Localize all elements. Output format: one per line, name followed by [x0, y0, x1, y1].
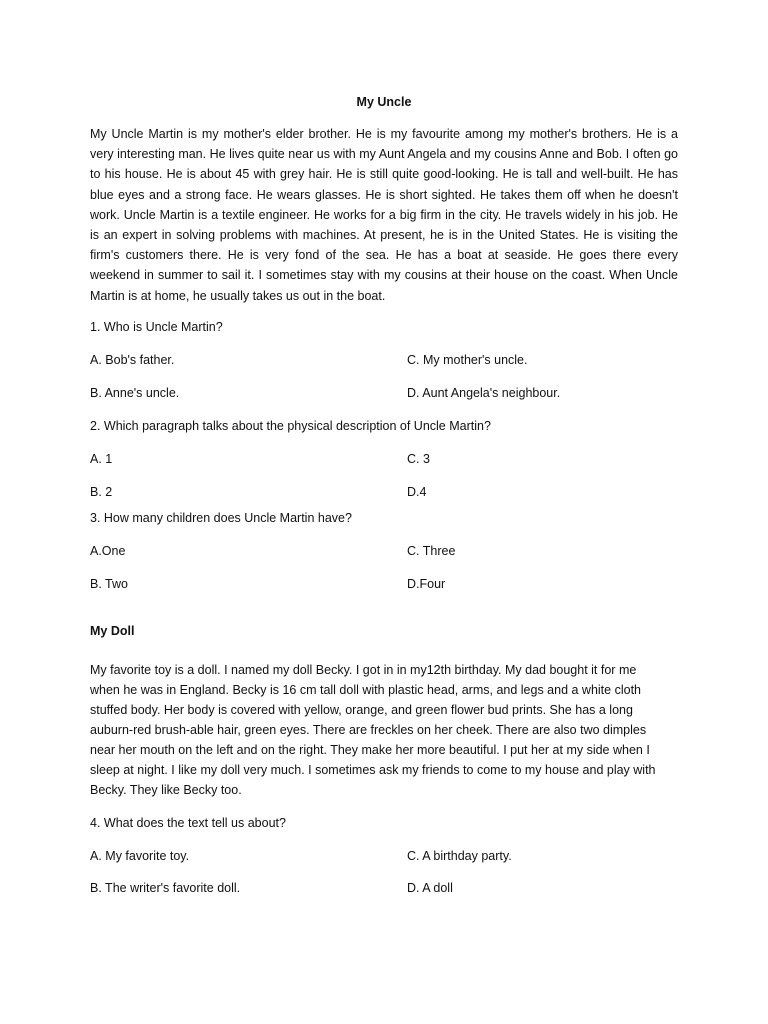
doll-paragraph-line: near her mouth on the left and on the right. They make her more beautiful. I put her at my side when I — [90, 743, 650, 757]
doll-paragraph-line: Becky. They like Becky too. — [90, 783, 242, 797]
doll-paragraph-line: My favorite toy is a doll. I named my doll Becky. I got in in my12th birthday. My dad bought it for me — [90, 663, 637, 677]
q3-option-b: B. Two — [90, 577, 128, 591]
q2-option-a: A. 1 — [90, 452, 113, 466]
q3-option-d: D.Four — [407, 577, 446, 591]
q3-option-a: A.One — [90, 544, 126, 558]
doll-paragraph-line: when he was in England. Becky is 16 cm tall doll with plastic head, arms, and legs and a white cloth — [90, 683, 641, 697]
question-4: 4. What does the text tell us about? — [90, 816, 286, 830]
section-title-my-doll: My Doll — [90, 624, 135, 638]
q2-option-d: D.4 — [407, 485, 427, 499]
page-title: My Uncle — [356, 95, 412, 109]
doll-paragraph-line: auburn-red brush-able hair, green eyes. There are freckles on her cheek. There are also two dimples — [90, 723, 647, 737]
q1-option-c: C. My mother's uncle. — [407, 353, 528, 367]
q4-option-c: C. A birthday party. — [407, 849, 512, 863]
q1-option-a: A. Bob's father. — [90, 353, 175, 367]
q2-option-b: B. 2 — [90, 485, 113, 499]
worksheet-page — [90, 0, 678, 1024]
uncle-paragraph: My Uncle Martin is my mother's elder brother. He is my favourite among my mother's brothers. He is a very interesting man. He lives quite near us with my Aunt Angela and my cousins Anne and Bob. I often go to his house. He is about 45 with grey hair. He is still quite good-looking. He is tall and well-built. He has blue eyes and a strong face. He wears glasses. He is short sighted. He takes them off when he doesn't work. Uncle Martin is a textile engineer. He works for a big firm in the city. He travels widely in his job. He is an expert in solving problems with machines. At present, he is in the United States. He is visiting the firm's customers there. He is very fond of the sea. He has a boat at seaside. He goes there every weekend in summer to sail it. I sometimes stay with my cousins at their house on the coast. When Uncle Martin is at home, he usually takes us out in the boat. — [90, 127, 678, 303]
q2-option-c: C. 3 — [407, 452, 430, 466]
q1-option-d: D. Aunt Angela's neighbour. — [407, 386, 561, 400]
q4-option-d: D. A doll — [407, 881, 453, 895]
q1-option-b: B. Anne's uncle. — [90, 386, 180, 400]
q3-option-c: C. Three — [407, 544, 456, 558]
q4-option-a: A. My favorite toy. — [90, 849, 190, 863]
question-3: 3. How many children does Uncle Martin have? — [90, 511, 352, 525]
question-2: 2. Which paragraph talks about the physical description of Uncle Martin? — [90, 419, 491, 433]
doll-paragraph-line: stuffed body. Her body is covered with yellow, orange, and green flower bud prints. She has a long — [90, 703, 633, 717]
q4-option-b: B. The writer's favorite doll. — [90, 881, 241, 895]
doll-paragraph-line: sleep at night. I like my doll very much. I sometimes ask my friends to come to my house and play with — [90, 763, 656, 777]
question-1: 1. Who is Uncle Martin? — [90, 320, 223, 334]
